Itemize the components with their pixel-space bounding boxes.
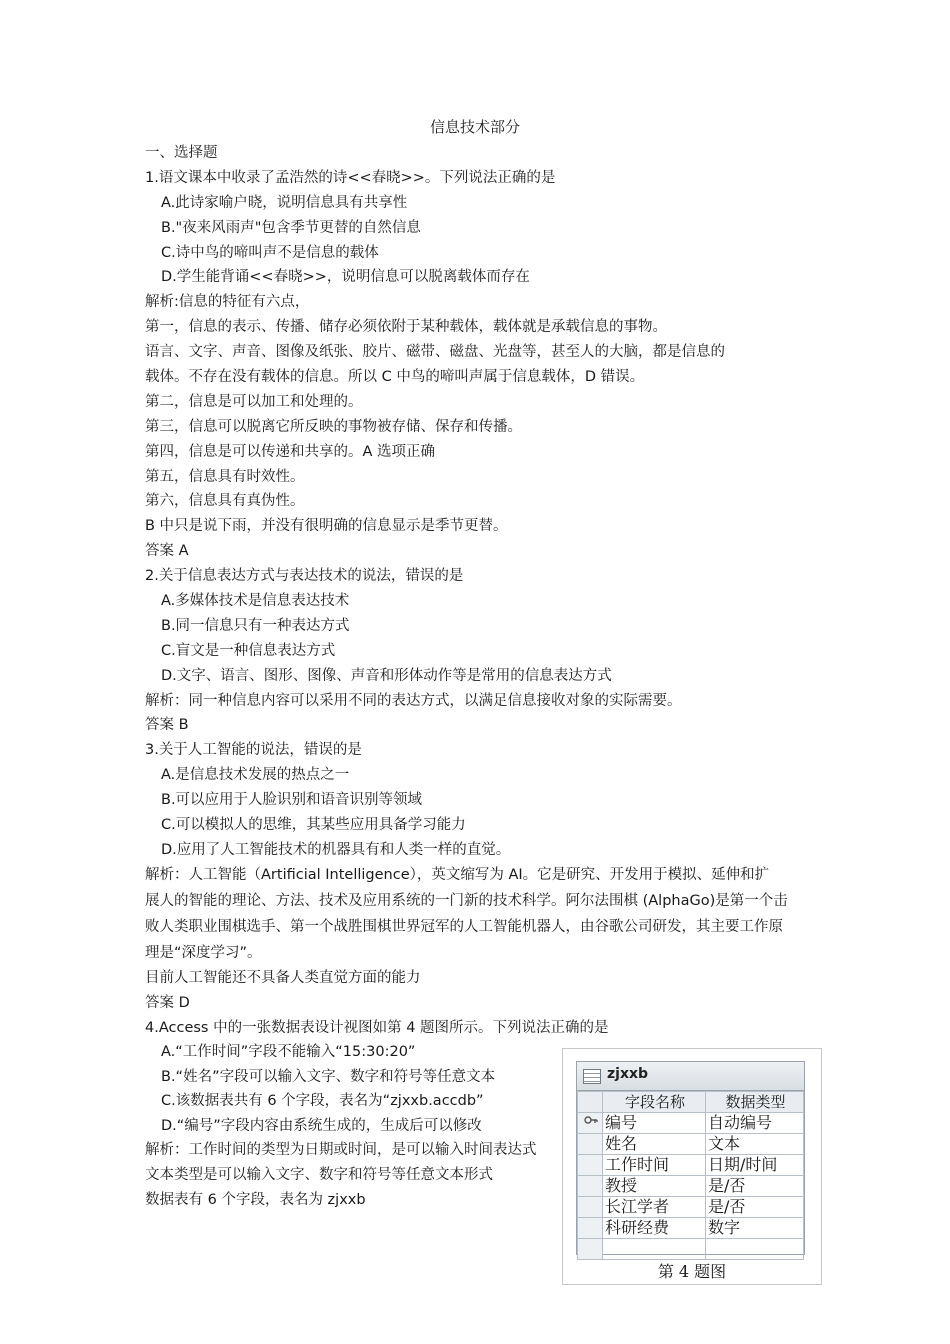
q2-analysis: 解析：同一种信息内容可以采用不同的表达方式，以满足信息接收对象的实际需要。	[145, 692, 682, 709]
q1-analysis-line: 语言、文字、声音、图像及纸张、胶片、磁带、磁盘、光盘等，甚至人的大脑，都是信息的	[145, 344, 725, 361]
q1-analysis-line: 第六，信息具有真伪性。	[145, 493, 305, 510]
row-selector	[578, 1155, 603, 1176]
field-name-cell: 科研经费	[603, 1218, 706, 1239]
field-name-cell: 姓名	[603, 1134, 706, 1155]
question-3: 3.关于人工智能的说法，错误的是	[145, 742, 362, 759]
table-row-empty	[578, 1239, 804, 1260]
q2-option-c: C.盲文是一种信息表达方式	[161, 642, 336, 659]
section-heading: 一、选择题	[145, 145, 218, 161]
row-selector-header	[578, 1092, 603, 1113]
row-selector	[578, 1218, 603, 1239]
table-row	[578, 1155, 804, 1176]
q2-option-a: A.多媒体技术是信息表达技术	[161, 593, 350, 610]
q4-figure	[562, 1048, 822, 1285]
field-name-cell: 教授	[603, 1176, 706, 1197]
q4-option-d: D.“编号”字段内容由系统生成的，生成后可以修改	[161, 1117, 482, 1134]
q3-option-b: B.可以应用于人脸识别和语音识别等领域	[161, 792, 423, 809]
row-selector	[578, 1176, 603, 1197]
q1-analysis-line: 载体。不存在没有载体的信息。所以 C 中鸟的啼叫声属于信息载体，D 错误。	[145, 369, 645, 386]
field-grid	[577, 1091, 804, 1260]
data-type-cell: 日期/时间	[706, 1155, 804, 1176]
table-tab	[577, 1062, 804, 1091]
field-name-cell: 编号	[603, 1113, 706, 1134]
data-type-cell: 文本	[706, 1134, 804, 1155]
q1-analysis-line: 第一，信息的表示、传播、储存必须依附于某种载体，载体就是承载信息的事物。	[145, 319, 667, 336]
access-design-view	[576, 1061, 805, 1255]
table-name: zjxxb	[607, 1066, 649, 1082]
q3-option-d: D.应用了人工智能技术的机器具有和人类一样的直觉。	[161, 841, 511, 858]
q3-analysis: 解析：人工智能（Artificial Intelligence），英文缩写为 AI。它是研究、开发用于模拟、延伸和扩	[145, 866, 770, 883]
data-type-cell: 是/否	[706, 1176, 804, 1197]
q3-analysis-line: 目前人工智能还不具备人类直觉方面的能力	[145, 970, 421, 987]
q2-option-d: D.文字、语言、图形、图像、声音和形体动作等是常用的信息表达方式	[161, 667, 612, 684]
q4-analysis-line: 数据表有 6 个字段，表名为 zjxxb	[145, 1191, 366, 1208]
header-field-name: 字段名称	[603, 1092, 706, 1113]
q1-analysis-line: 第三，信息可以脱离它所反映的事物被存储、保存和传播。	[145, 418, 522, 435]
q1-option-d: D.学生能背诵<<春晓>>，说明信息可以脱离载体而存在	[161, 269, 530, 286]
field-name-cell: 工作时间	[603, 1155, 706, 1176]
q2-option-b: B.同一信息只有一种表达方式	[161, 617, 350, 634]
q4-option-a: A.“工作时间”字段不能输入“15:30:20”	[161, 1044, 416, 1060]
q4-block	[145, 1040, 555, 1212]
question-2: 2.关于信息表达方式与表达技术的说法，错误的是	[145, 568, 464, 585]
row-selector	[578, 1134, 603, 1155]
row-selector	[578, 1239, 603, 1260]
q3-analysis-block	[145, 863, 817, 967]
data-type-cell: 数字	[706, 1218, 804, 1239]
field-name-cell: 长江学者	[603, 1197, 706, 1218]
q3-answer: 答案 D	[145, 995, 190, 1012]
q1-analysis-line: 第二，信息是可以加工和处理的。	[145, 393, 363, 410]
q1-analysis-line: 第五，信息具有时效性。	[145, 468, 305, 485]
q1-option-a: A.此诗家喻户晓，说明信息具有共享性	[161, 194, 408, 211]
data-type-cell	[706, 1239, 804, 1260]
q3-analysis-line: 理是“深度学习”。	[145, 944, 262, 961]
table-row	[578, 1197, 804, 1218]
question-1: 1.语文课本中收录了孟浩然的诗<<春晓>>。下列说法正确的是	[145, 169, 556, 186]
grid-header-row	[578, 1092, 804, 1113]
q3-option-a: A.是信息技术发展的热点之一	[161, 767, 350, 784]
table-row	[578, 1218, 804, 1239]
data-type-cell: 自动编号	[706, 1113, 804, 1134]
q3-analysis-line: 败人类职业围棋选手、第一个战胜围棋世界冠军的人工智能机器人，由谷歌公司研发，其主要工作原	[145, 918, 783, 935]
question-4: 4.Access 中的一张数据表设计视图如第 4 题图所示。下列说法正确的是	[145, 1020, 609, 1037]
table-row	[578, 1134, 804, 1155]
table-icon	[583, 1069, 601, 1084]
document-title: 信息技术部分	[429, 118, 520, 136]
row-selector	[578, 1197, 603, 1218]
primary-key-icon	[578, 1113, 603, 1134]
q4-analysis-line: 文本类型是可以输入文字、数字和符号等任意文本形式	[145, 1166, 493, 1183]
q1-option-c: C.诗中鸟的啼叫声不是信息的载体	[161, 244, 379, 261]
table-row	[578, 1113, 804, 1134]
q1-answer: 答案 A	[145, 543, 189, 560]
table-row	[578, 1176, 804, 1197]
q1-analysis: 解析:信息的特征有六点，	[145, 294, 310, 311]
data-type-cell: 是/否	[706, 1197, 804, 1218]
header-data-type: 数据类型	[706, 1092, 804, 1113]
q1-analysis-line: 第四，信息是可以传递和共享的。A 选项正确	[145, 443, 436, 460]
q3-option-c: C.可以模拟人的思维，其某些应用具备学习能力	[161, 817, 466, 834]
q1-option-b: B."夜来风雨声"包含季节更替的自然信息	[161, 219, 421, 236]
q3-analysis-line: 展人的智能的理论、方法、技术及应用系统的一门新的技术科学。阿尔法围棋 (AlphaGo)是第一个击	[145, 892, 788, 909]
figure-caption: 第 4 题图	[657, 1262, 727, 1281]
q4-analysis: 解析：工作时间的类型为日期或时间，是可以输入时间表达式	[145, 1142, 537, 1159]
document-body	[145, 141, 817, 1041]
q4-option-c: C.该数据表共有 6 个字段，表名为“zjxxb.accdb”	[161, 1093, 484, 1110]
q4-option-b: B.“姓名”字段可以输入文字、数字和符号等任意文本	[161, 1068, 496, 1085]
q1-analysis-line: B 中只是说下雨，并没有很明确的信息显示是季节更替。	[145, 518, 508, 535]
field-name-cell	[603, 1239, 706, 1260]
q2-answer: 答案 B	[145, 717, 189, 734]
